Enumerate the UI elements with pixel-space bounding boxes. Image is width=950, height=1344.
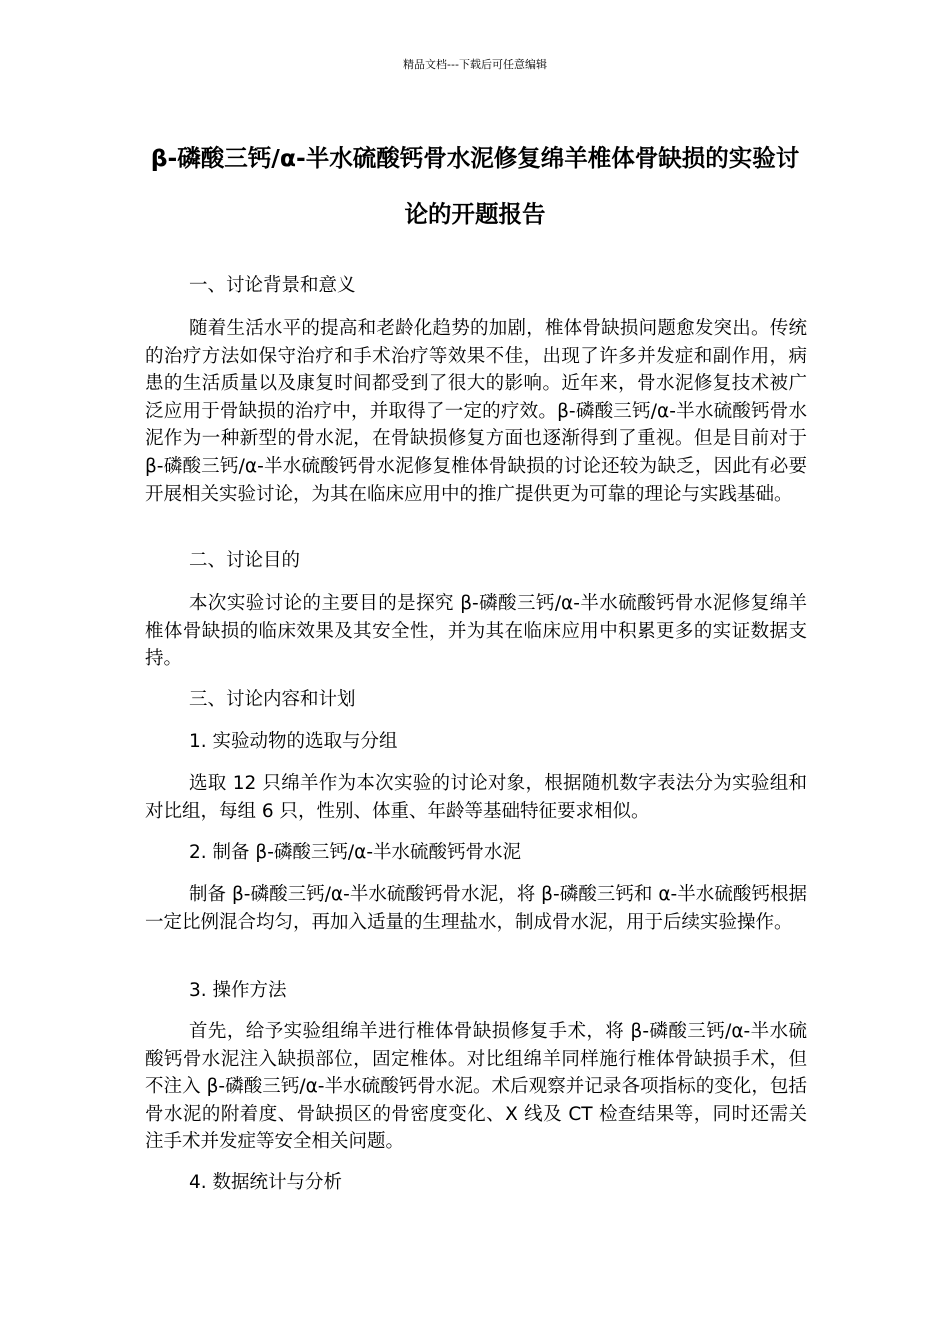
- item-1-heading: 1. 实验动物的选取与分组: [189, 731, 398, 752]
- section-1-heading: 一、讨论背景和意义: [189, 275, 356, 296]
- document-title: β-磷酸三钙/α-半水硫酸钙骨水泥修复绵羊椎体骨缺损的实验讨论的开题报告: [150, 144, 800, 228]
- section-2-paragraph: 本次实验讨论的主要目的是探究 β-磷酸三钙/α-半水硫酸钙骨水泥修复绵羊椎体骨缺损的临床效果及其安全性，并为其在临床应用中积累更多的实证数据支持。: [145, 593, 807, 670]
- item-3-paragraph: 首先，给予实验组绵羊进行椎体骨缺损修复手术，将 β-磷酸三钙/α-半水硫酸钙骨水泥注入缺损部位，固定椎体。对比组绵羊同样施行椎体骨缺损手术，但不注入 β-磷酸三钙/α-半水硫酸钙骨水泥。术后观察并记录各项指标的变化，包括骨水泥的附着度、骨缺损区的骨密度变化、X 线及 CT 检查结果等，同时还需关注手术并发症等安全相关问题。: [145, 1021, 807, 1153]
- item-1-paragraph: 选取 12 只绵羊作为本次实验的讨论对象，根据随机数字表法分为实验组和对比组，每组 6 只，性别、体重、年龄等基础特征要求相似。: [145, 773, 807, 822]
- page-header: 精品文档---下载后可任意编辑: [403, 58, 547, 71]
- item-3-heading: 3. 操作方法: [189, 980, 287, 1001]
- item-4-heading: 4. 数据统计与分析: [189, 1172, 343, 1193]
- section-1-paragraph: 随着生活水平的提高和老龄化趋势的加剧，椎体骨缺损问题愈发突出。传统的治疗方法如保守治疗和手术治疗等效果不佳，出现了许多并发症和副作用，病患的生活质量以及康复时间都受到了很大的影响。近年来，骨水泥修复技术被广泛应用于骨缺损的治疗中，并取得了一定的疗效。β-磷酸三钙/α-半水硫酸钙骨水泥作为一种新型的骨水泥，在骨缺损修复方面也逐渐得到了重视。但是目前对于 β-磷酸三钙/α-半水硫酸钙骨水泥修复椎体骨缺损的讨论还较为缺乏，因此有必要开展相关实验讨论，为其在临床应用中的推广提供更为可靠的理论与实践基础。: [145, 318, 807, 505]
- item-2-heading: 2. 制备 β-磷酸三钙/α-半水硫酸钙骨水泥: [189, 842, 521, 863]
- section-2-heading: 二、讨论目的: [189, 550, 301, 571]
- section-3-heading: 三、讨论内容和计划: [189, 689, 356, 710]
- item-2-paragraph: 制备 β-磷酸三钙/α-半水硫酸钙骨水泥，将 β-磷酸三钙和 α-半水硫酸钙根据一定比例混合均匀，再加入适量的生理盐水，制成骨水泥，用于后续实验操作。: [145, 884, 807, 933]
